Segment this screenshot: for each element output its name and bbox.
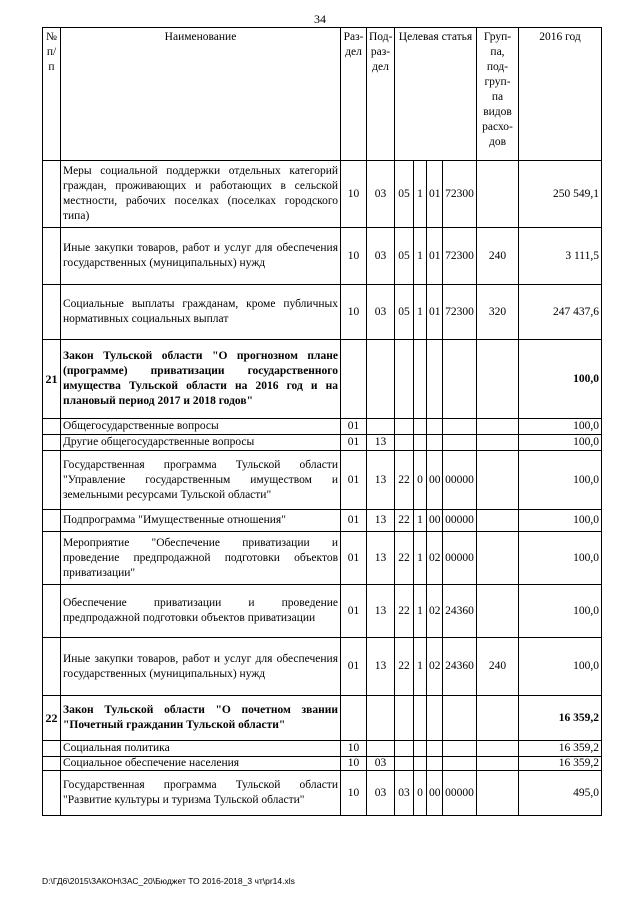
row-razdel: [341, 340, 367, 419]
row-target-direction: 24360: [443, 638, 477, 696]
row-name: Государственная программа Тульской области "Управление государственным имуществом и земельными ресурсами Тульской области": [61, 451, 341, 510]
row-razdel: 10: [341, 161, 367, 228]
row-expense-group: [477, 161, 519, 228]
table-row: [43, 696, 602, 741]
row-podrazdel: 13: [367, 510, 395, 532]
row-name: Закон Тульской области "О почетном звании "Почетный гражданин Тульской области": [61, 696, 341, 741]
row-podrazdel: 13: [367, 532, 395, 585]
row-razdel: 10: [341, 285, 367, 340]
row-number: [43, 435, 61, 451]
row-target-subprogram: [414, 435, 427, 451]
row-podrazdel: 03: [367, 285, 395, 340]
row-razdel: 01: [341, 510, 367, 532]
row-target-direction: [443, 741, 477, 757]
row-amount: 495,0: [519, 771, 602, 816]
row-target-direction: [443, 435, 477, 451]
row-name: Меры социальной поддержки отдельных категорий граждан, проживающих и работающих в сельской местности, рабочих поселках (поселках городского типа): [61, 161, 341, 228]
row-expense-group: 320: [477, 285, 519, 340]
row-target-subprogram: 0: [414, 771, 427, 816]
table-row: [43, 585, 602, 638]
row-target-program: 22: [395, 585, 414, 638]
row-expense-group: [477, 340, 519, 419]
row-podrazdel: 13: [367, 585, 395, 638]
row-target-subprogram: 1: [414, 285, 427, 340]
row-number: [43, 757, 61, 771]
row-number: [43, 285, 61, 340]
row-target-direction: [443, 696, 477, 741]
row-target-event: [427, 696, 443, 741]
table-row: [43, 228, 602, 285]
row-expense-group: [477, 771, 519, 816]
row-target-subprogram: [414, 757, 427, 771]
table-row: [43, 532, 602, 585]
row-target-program: [395, 340, 414, 419]
row-target-program: [395, 757, 414, 771]
row-target-direction: [443, 419, 477, 435]
row-amount: 250 549,1: [519, 161, 602, 228]
row-name: Социальное обеспечение населения: [61, 757, 341, 771]
row-amount: 16 359,2: [519, 696, 602, 741]
row-podrazdel: [367, 696, 395, 741]
row-name: Другие общегосударственные вопросы: [61, 435, 341, 451]
row-number: [43, 161, 61, 228]
row-name: Мероприятие "Обеспечение приватизации и проведение предпродажной подготовки объектов приватизации": [61, 532, 341, 585]
row-amount: 16 359,2: [519, 757, 602, 771]
row-target-event: [427, 340, 443, 419]
row-expense-group: 240: [477, 228, 519, 285]
row-target-direction: 00000: [443, 771, 477, 816]
row-razdel: 01: [341, 585, 367, 638]
row-target-subprogram: 1: [414, 532, 427, 585]
row-target-event: [427, 435, 443, 451]
header-name: Наименование: [61, 28, 341, 161]
table-header-row: [43, 28, 602, 161]
row-amount: 100,0: [519, 638, 602, 696]
row-amount: 100,0: [519, 340, 602, 419]
row-target-program: 22: [395, 451, 414, 510]
row-target-event: 00: [427, 510, 443, 532]
file-path-footer: D:\ГД6\2015\ЗАКОН\ЗАС_20\Бюджет ТО 2016-2018_3 чт\pr14.xls: [42, 876, 295, 886]
row-target-event: [427, 741, 443, 757]
row-amount: 100,0: [519, 510, 602, 532]
row-target-program: [395, 435, 414, 451]
row-name: Социальные выплаты гражданам, кроме публичных нормативных социальных выплат: [61, 285, 341, 340]
row-amount: 100,0: [519, 585, 602, 638]
row-podrazdel: 03: [367, 771, 395, 816]
header-podrazdel: Под- раз- дел: [367, 28, 395, 161]
row-number: [43, 741, 61, 757]
row-number: [43, 771, 61, 816]
row-target-event: 01: [427, 285, 443, 340]
header-group: Груп- па, под- груп- па видов расхо- дов: [477, 28, 519, 161]
row-target-subprogram: 1: [414, 228, 427, 285]
header-target: Целевая статья: [395, 28, 477, 161]
header-year: 2016 год: [519, 28, 602, 161]
row-razdel: 01: [341, 638, 367, 696]
row-target-subprogram: [414, 696, 427, 741]
row-number: [43, 451, 61, 510]
row-number: [43, 532, 61, 585]
page-number: 34: [314, 12, 326, 26]
row-expense-group: [477, 510, 519, 532]
table-row: [43, 435, 602, 451]
row-expense-group: [477, 757, 519, 771]
row-target-subprogram: [414, 419, 427, 435]
row-target-subprogram: [414, 340, 427, 419]
table-row: [43, 741, 602, 757]
row-target-program: 22: [395, 638, 414, 696]
row-name: Подпрограмма "Имущественные отношения": [61, 510, 341, 532]
row-target-subprogram: 1: [414, 161, 427, 228]
row-razdel: 10: [341, 757, 367, 771]
table-row: [43, 771, 602, 816]
row-podrazdel: 03: [367, 228, 395, 285]
row-target-program: 05: [395, 285, 414, 340]
table-row: [43, 419, 602, 435]
row-target-event: 02: [427, 532, 443, 585]
row-name: Социальная политика: [61, 741, 341, 757]
row-target-direction: 72300: [443, 228, 477, 285]
row-target-event: 01: [427, 228, 443, 285]
row-name: Иные закупки товаров, работ и услуг для обеспечения государственных (муниципальных) нужд: [61, 638, 341, 696]
row-number: 21: [43, 340, 61, 419]
row-expense-group: 240: [477, 638, 519, 696]
row-target-direction: 72300: [443, 285, 477, 340]
row-razdel: 10: [341, 771, 367, 816]
row-target-direction: [443, 757, 477, 771]
table-row: [43, 451, 602, 510]
header-razdel: Раз- дел: [341, 28, 367, 161]
budget-table: [42, 27, 602, 816]
row-amount: 3 111,5: [519, 228, 602, 285]
row-target-direction: 24360: [443, 585, 477, 638]
row-expense-group: [477, 585, 519, 638]
table-row: [43, 510, 602, 532]
row-podrazdel: [367, 419, 395, 435]
row-target-event: [427, 419, 443, 435]
row-target-event: 00: [427, 451, 443, 510]
row-number: [43, 585, 61, 638]
row-target-program: 05: [395, 161, 414, 228]
row-target-subprogram: 0: [414, 451, 427, 510]
row-target-event: [427, 757, 443, 771]
row-amount: 16 359,2: [519, 741, 602, 757]
row-number: [43, 228, 61, 285]
row-podrazdel: [367, 741, 395, 757]
row-target-event: 02: [427, 585, 443, 638]
row-name: Государственная программа Тульской области "Развитие культуры и туризма Тульской области": [61, 771, 341, 816]
row-amount: 100,0: [519, 532, 602, 585]
row-expense-group: [477, 532, 519, 585]
row-name: Общегосударственные вопросы: [61, 419, 341, 435]
row-target-event: 00: [427, 771, 443, 816]
row-target-program: [395, 741, 414, 757]
row-target-subprogram: 1: [414, 585, 427, 638]
row-podrazdel: [367, 340, 395, 419]
table-row: [43, 161, 602, 228]
row-expense-group: [477, 741, 519, 757]
row-target-subprogram: [414, 741, 427, 757]
row-razdel: 01: [341, 451, 367, 510]
row-target-direction: 72300: [443, 161, 477, 228]
row-expense-group: [477, 435, 519, 451]
row-name: Иные закупки товаров, работ и услуг для обеспечения государственных (муниципальных) нужд: [61, 228, 341, 285]
header-num: № п/ п: [43, 28, 61, 161]
row-amount: 100,0: [519, 419, 602, 435]
row-target-program: [395, 696, 414, 741]
row-name: Обеспечение приватизации и проведение предпродажной подготовки объектов приватизации: [61, 585, 341, 638]
row-target-subprogram: 1: [414, 510, 427, 532]
row-expense-group: [477, 419, 519, 435]
table-row: [43, 340, 602, 419]
row-amount: 247 437,6: [519, 285, 602, 340]
row-amount: 100,0: [519, 451, 602, 510]
row-razdel: [341, 696, 367, 741]
row-razdel: 01: [341, 419, 367, 435]
table-row: [43, 285, 602, 340]
row-podrazdel: 03: [367, 757, 395, 771]
row-target-direction: 00000: [443, 451, 477, 510]
row-number: 22: [43, 696, 61, 741]
row-number: [43, 510, 61, 532]
row-podrazdel: 13: [367, 451, 395, 510]
row-target-program: 03: [395, 771, 414, 816]
row-name: Закон Тульской области "О прогнозном плане (программе) приватизации государственного имущества Тульской области на 2016 год и на плановый период 2017 и 2018 годов": [61, 340, 341, 419]
row-target-program: 22: [395, 532, 414, 585]
row-expense-group: [477, 451, 519, 510]
row-amount: 100,0: [519, 435, 602, 451]
table-row: [43, 638, 602, 696]
table-row: [43, 757, 602, 771]
row-target-direction: 00000: [443, 510, 477, 532]
row-podrazdel: 13: [367, 435, 395, 451]
row-target-program: 05: [395, 228, 414, 285]
row-razdel: 01: [341, 532, 367, 585]
row-podrazdel: 03: [367, 161, 395, 228]
row-target-program: 22: [395, 510, 414, 532]
row-razdel: 10: [341, 228, 367, 285]
row-expense-group: [477, 696, 519, 741]
row-target-program: [395, 419, 414, 435]
row-number: [43, 638, 61, 696]
row-razdel: 01: [341, 435, 367, 451]
row-target-subprogram: 1: [414, 638, 427, 696]
row-number: [43, 419, 61, 435]
row-target-direction: 00000: [443, 532, 477, 585]
row-podrazdel: 13: [367, 638, 395, 696]
row-razdel: 10: [341, 741, 367, 757]
row-target-direction: [443, 340, 477, 419]
row-target-event: 02: [427, 638, 443, 696]
row-target-event: 01: [427, 161, 443, 228]
